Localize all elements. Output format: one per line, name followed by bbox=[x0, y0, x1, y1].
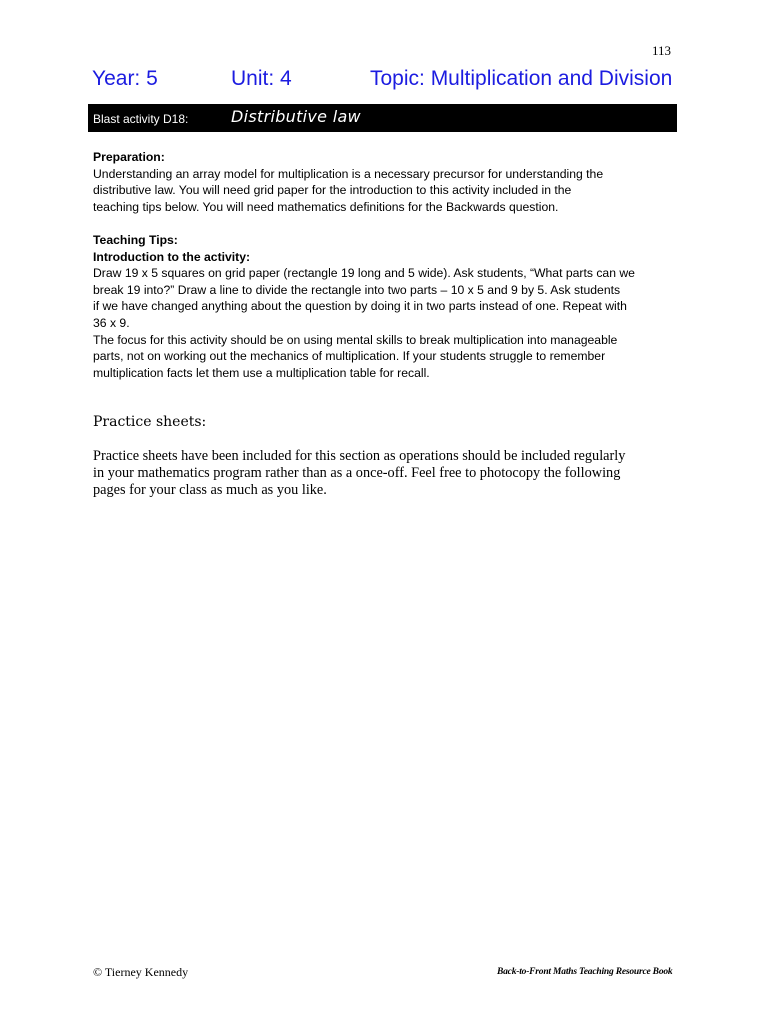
practice-line: pages for your class as much as you like. bbox=[93, 482, 327, 498]
intro-line: parts, not on working out the mechanics of multiplication. If your students struggle to remember bbox=[93, 349, 606, 364]
practice-line: in your mathematics program rather than as a once-off. Feel free to photocopy the following bbox=[93, 465, 621, 481]
activity-label: Blast activity D18: bbox=[93, 112, 189, 126]
topic-label: Topic: Multiplication and Division bbox=[370, 67, 673, 90]
intro-line: multiplication facts let them use a multiplication table for recall. bbox=[93, 365, 430, 380]
unit-header bbox=[92, 64, 712, 94]
teacher-notes bbox=[93, 149, 685, 381]
intro-line: Draw 19 x 5 squares on grid paper (rectangle 19 long and 5 wide). Ask students, “What parts can we bbox=[93, 266, 635, 281]
book-title-footer: Back-to-Front Maths Teaching Resource Book bbox=[497, 967, 673, 977]
practice-sheets-heading: Practice sheets: bbox=[93, 414, 207, 430]
preparation-line: distributive law. You will need grid paper for the introduction to this activity included in the bbox=[93, 183, 572, 198]
spacer bbox=[93, 215, 685, 232]
teaching-tips-heading: Teaching Tips: bbox=[93, 232, 178, 247]
preparation-heading: Preparation: bbox=[93, 150, 165, 164]
intro-line: 36 x 9. bbox=[93, 315, 130, 330]
intro-line: if we have changed anything about the question by doing it in two parts instead of one. Repeat with bbox=[93, 299, 627, 314]
preparation-line: Understanding an array model for multiplication is a necessary precursor for understanding the bbox=[93, 166, 604, 181]
intro-line: The focus for this activity should be on using mental skills to break multiplication into manageable bbox=[93, 332, 618, 347]
preparation-line: teaching tips below. You will need mathematics definitions for the Backwards question. bbox=[93, 199, 559, 214]
activity-title: Distributive law bbox=[231, 107, 361, 126]
year-label: Year: 5 bbox=[92, 67, 158, 90]
copyright-footer: © Tierney Kennedy bbox=[93, 965, 189, 979]
intro-line: break 19 into?” Draw a line to divide the rectangle into two parts – 10 x 5 and 9 by 5. Ask students bbox=[93, 282, 621, 297]
page-number: 113 bbox=[652, 43, 672, 58]
practice-line: Practice sheets have been included for this section as operations should be included regularly bbox=[93, 448, 626, 464]
activity-title-bar bbox=[88, 104, 677, 132]
unit-label: Unit: 4 bbox=[231, 67, 292, 90]
intro-heading: Introduction to the activity: bbox=[93, 249, 251, 264]
practice-sheets-text bbox=[93, 448, 683, 499]
